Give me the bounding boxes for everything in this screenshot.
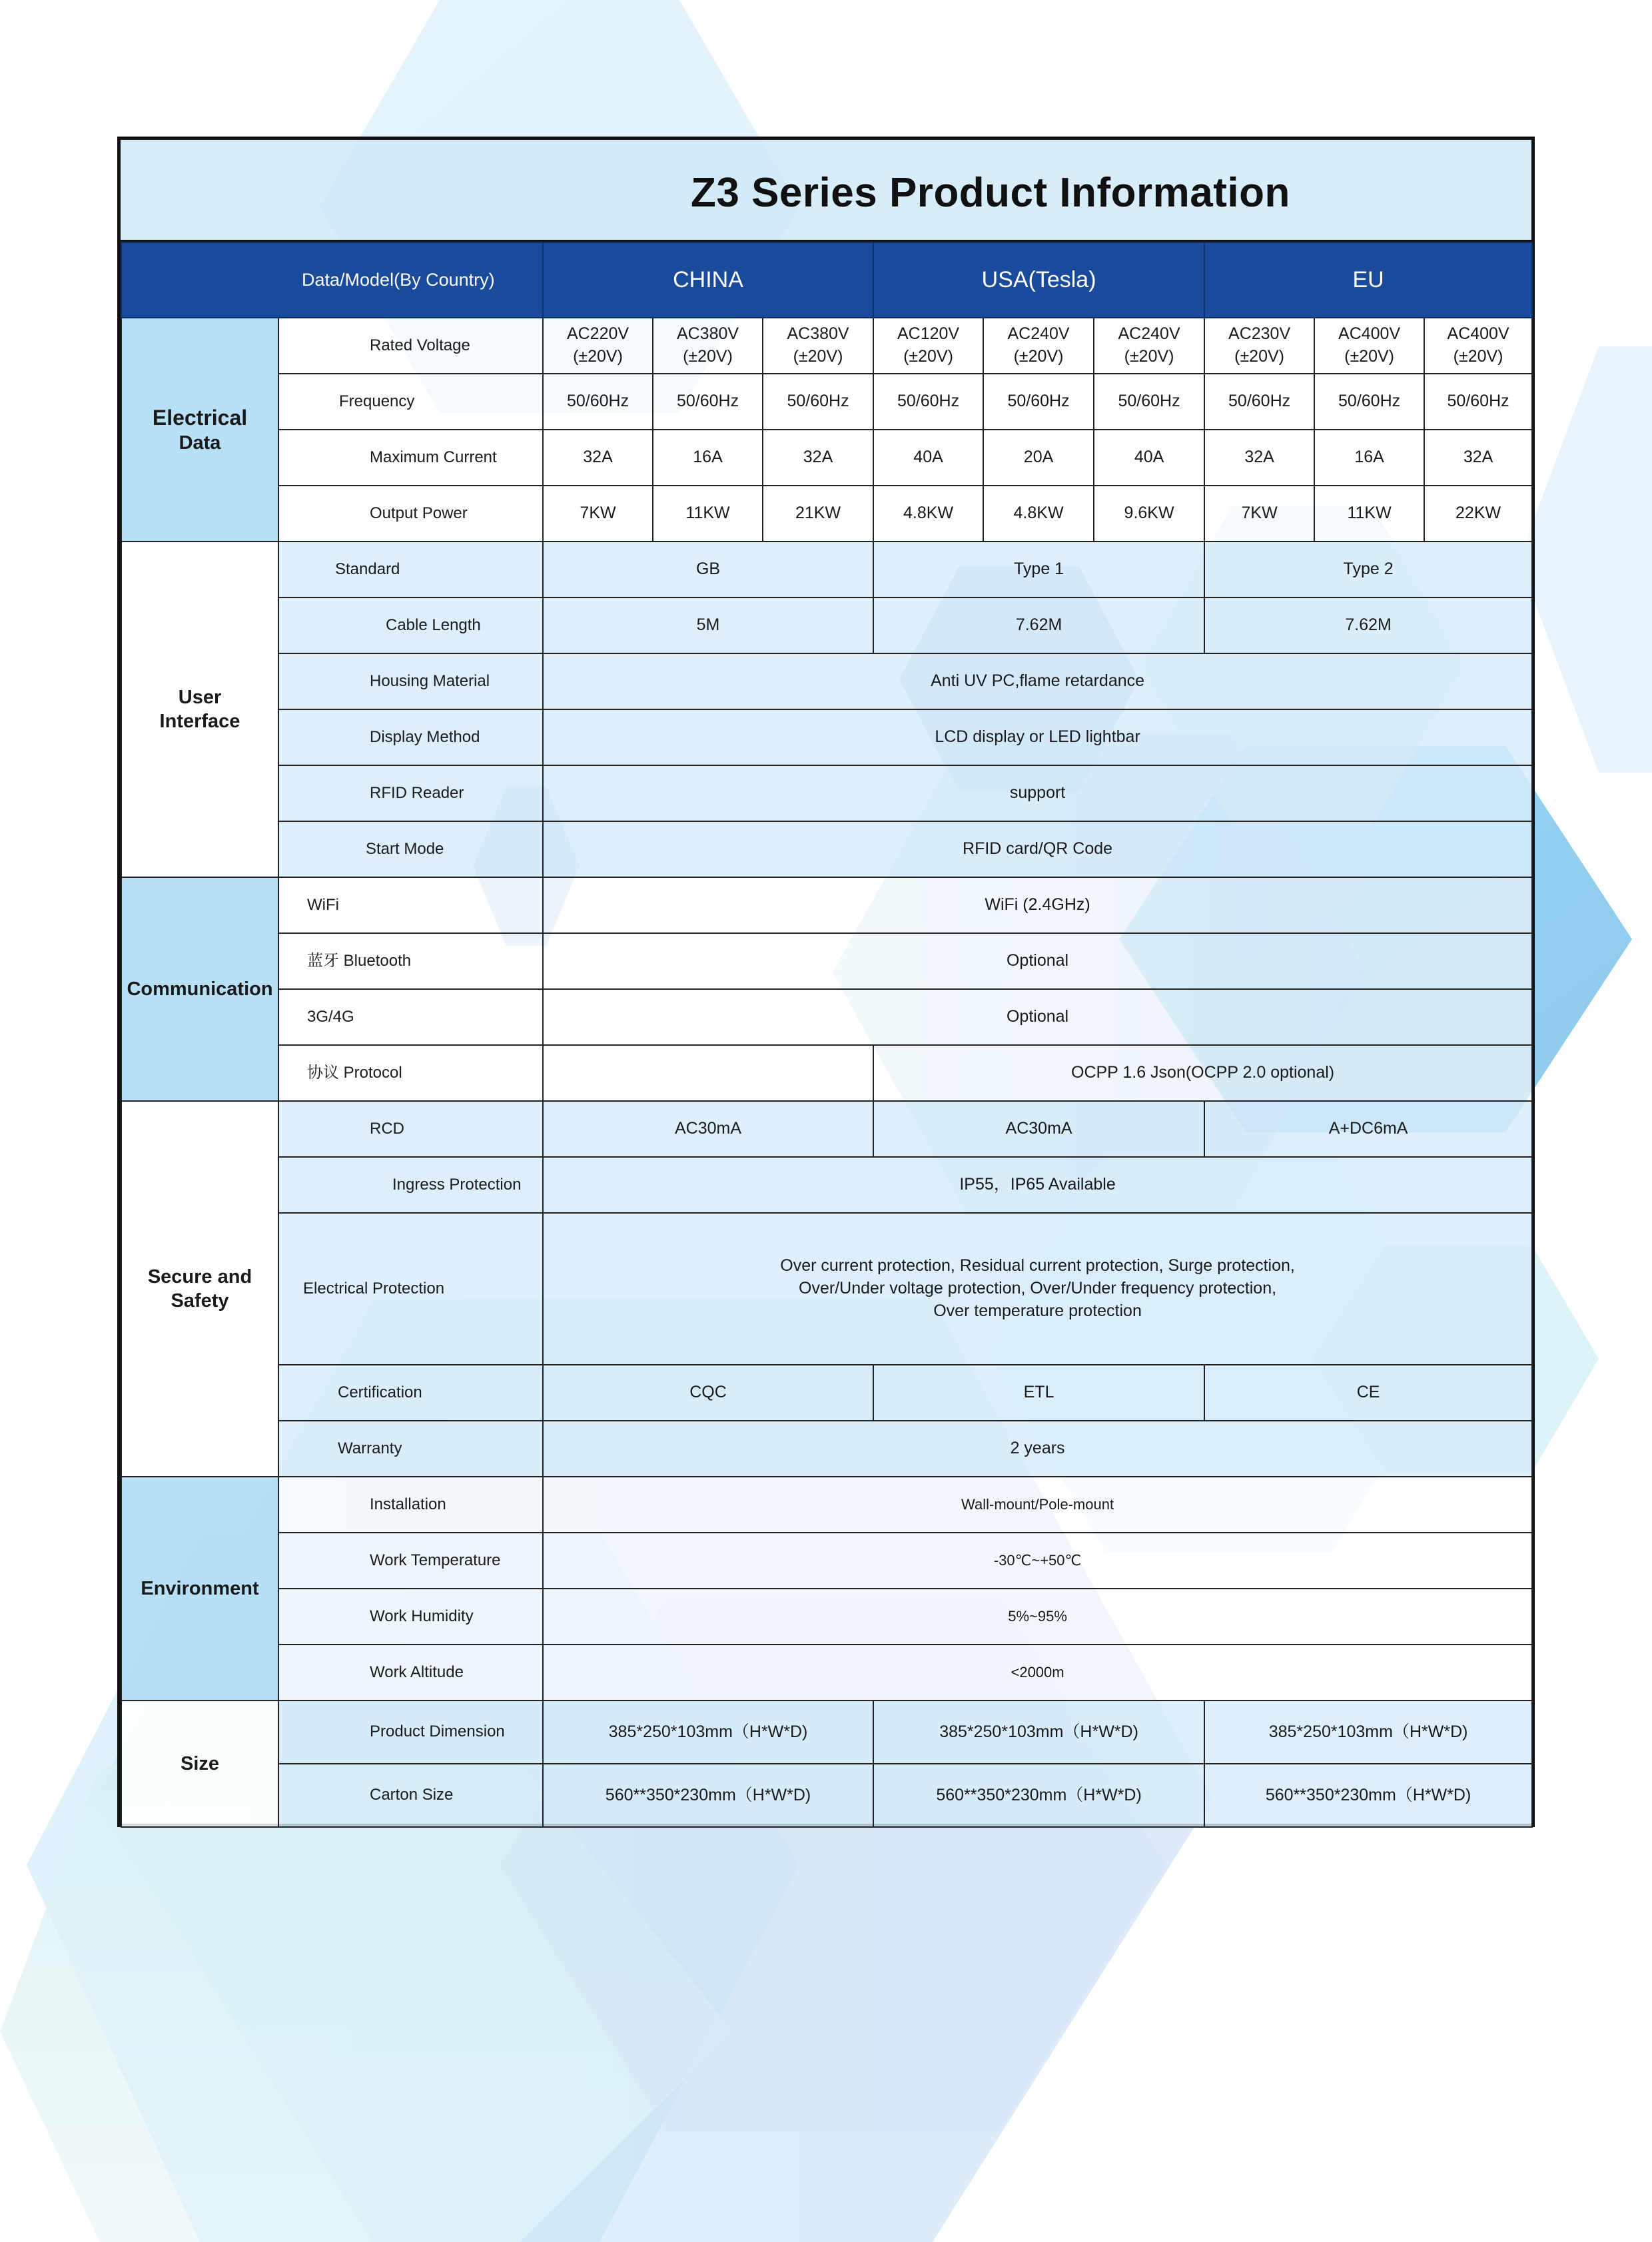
row-label: Product Dimension [278, 1700, 543, 1764]
table-row-protocol [121, 1045, 1532, 1101]
table-cell: CE [1204, 1365, 1532, 1421]
category-user-interface [121, 542, 278, 877]
table-cell: 50/60Hz [983, 374, 1094, 430]
table-cell: AC380V (±20V) [653, 318, 763, 374]
table-cell: ETL [873, 1365, 1204, 1421]
table-cell: OCPP 1.6 Json(OCPP 2.0 optional) [873, 1045, 1532, 1101]
table-cell: Type 1 [873, 542, 1204, 597]
table-row-work-altitude [121, 1645, 1532, 1700]
row-label: RFID Reader [278, 765, 543, 821]
table-cell: 50/60Hz [543, 374, 653, 430]
table-row-installation [121, 1477, 1532, 1533]
table-cell: 32A [1424, 430, 1532, 486]
table-cell: Optional [543, 933, 1532, 989]
header-region-eu: EU [1204, 242, 1532, 318]
table-cell: 32A [1204, 430, 1314, 486]
table-cell: 7.62M [1204, 597, 1532, 653]
table-row-start-mode [121, 821, 1532, 877]
row-label: Housing Material [278, 653, 543, 709]
table-row-3g4g [121, 989, 1532, 1045]
table-cell: 32A [543, 430, 653, 486]
table-cell: 560**350*230mm（H*W*D) [1204, 1764, 1532, 1827]
table-cell: AC30mA [873, 1101, 1204, 1157]
table-row-cable-length [121, 597, 1532, 653]
table-cell: 560**350*230mm（H*W*D) [543, 1764, 873, 1827]
table-cell: AC120V (±20V) [873, 318, 983, 374]
table-cell: AC240V (±20V) [983, 318, 1094, 374]
table-row-work-humidity [121, 1589, 1532, 1645]
table-cell: Type 2 [1204, 542, 1532, 597]
row-label: Electrical Protection [278, 1213, 543, 1365]
table-cell: 40A [1094, 430, 1204, 486]
table-cell: 7KW [543, 486, 653, 542]
table-cell: 16A [1314, 430, 1424, 486]
row-label: Certification [278, 1365, 543, 1421]
row-label: Standard [278, 542, 543, 597]
table-row-certification [121, 1365, 1532, 1421]
category-label: Data [179, 432, 221, 454]
table-cell: 50/60Hz [1314, 374, 1424, 430]
table-cell: AC220V (±20V) [543, 318, 653, 374]
table-cell: 20A [983, 430, 1094, 486]
table-cell: AC30mA [543, 1101, 873, 1157]
title-band [121, 140, 1531, 242]
row-label: Display Method [278, 709, 543, 765]
category-label: Electrical [152, 405, 248, 430]
table-row-output-power [121, 486, 1532, 542]
table-cell: 50/60Hz [873, 374, 983, 430]
header-region-china: CHINA [543, 242, 873, 318]
category-secure-safety [121, 1101, 278, 1477]
table-cell: CQC [543, 1365, 873, 1421]
row-label: Frequency [278, 374, 543, 430]
row-label: Cable Length [278, 597, 543, 653]
table-cell: 11KW [1314, 486, 1424, 542]
header-corner: Data/Model(By Country) [121, 242, 543, 318]
table-cell: Wall-mount/Pole-mount [543, 1477, 1532, 1533]
table-cell: 50/60Hz [653, 374, 763, 430]
table-row-rcd [121, 1101, 1532, 1157]
table-cell: 16A [653, 430, 763, 486]
table-cell: 50/60Hz [1424, 374, 1532, 430]
table-cell: 4.8KW [983, 486, 1094, 542]
table-cell: 22KW [1424, 486, 1532, 542]
row-label: Work Temperature [278, 1533, 543, 1589]
table-cell: AC230V (±20V) [1204, 318, 1314, 374]
table-cell: 5M [543, 597, 873, 653]
table-cell: 50/60Hz [1094, 374, 1204, 430]
row-label: Warranty [278, 1421, 543, 1477]
table-row-display-method [121, 709, 1532, 765]
row-label: Output Power [278, 486, 543, 542]
table-cell: Optional [543, 989, 1532, 1045]
table-cell: 385*250*103mm（H*W*D) [873, 1700, 1204, 1764]
table-row-ingress-protection [121, 1157, 1532, 1213]
table-cell: <2000m [543, 1645, 1532, 1700]
table-row-product-dimension [121, 1700, 1532, 1764]
table-cell: AC400V (±20V) [1424, 318, 1532, 374]
table-row-rfid-reader [121, 765, 1532, 821]
row-label: Rated Voltage [278, 318, 543, 374]
table-cell: 385*250*103mm（H*W*D) [543, 1700, 873, 1764]
table-row-maximum-current [121, 430, 1532, 486]
page-title: Z3 Series Product Information [691, 170, 1290, 216]
table-cell: AC400V (±20V) [1314, 318, 1424, 374]
row-label: Maximum Current [278, 430, 543, 486]
table-cell: IP55，IP65 Available [543, 1157, 1532, 1213]
category-electrical [121, 318, 278, 542]
category-communication: Communication [121, 877, 278, 1101]
table-cell: RFID card/QR Code [543, 821, 1532, 877]
table-row-warranty [121, 1421, 1532, 1477]
category-size: Size [121, 1700, 278, 1827]
table-cell: LCD display or LED lightbar [543, 709, 1532, 765]
table-cell: 11KW [653, 486, 763, 542]
table-row-housing-material [121, 653, 1532, 709]
table-cell: -30℃~+50℃ [543, 1533, 1532, 1589]
table-cell: Anti UV PC,flame retardance [543, 653, 1532, 709]
table-cell: 7.62M [873, 597, 1204, 653]
row-label: Start Mode [278, 821, 543, 877]
table-cell: 7KW [1204, 486, 1314, 542]
table-cell: 21KW [763, 486, 873, 542]
table-cell: 560**350*230mm（H*W*D) [873, 1764, 1204, 1827]
spec-table [121, 242, 1533, 1828]
table-row-wifi [121, 877, 1532, 933]
row-label: Work Altitude [278, 1645, 543, 1700]
row-label: Installation [278, 1477, 543, 1533]
table-cell: support [543, 765, 1532, 821]
row-label: Work Humidity [278, 1589, 543, 1645]
table-row-bluetooth [121, 933, 1532, 989]
table-row-electrical-protection [121, 1213, 1532, 1365]
table-cell [543, 1045, 873, 1101]
category-environment: Environment [121, 1477, 278, 1700]
row-label: Ingress Protection [278, 1157, 543, 1213]
table-cell: GB [543, 542, 873, 597]
table-row-rated-voltage [121, 318, 1532, 374]
category-label: Interface [159, 711, 240, 732]
table-row-work-temperature [121, 1533, 1532, 1589]
table-row-standard [121, 542, 1532, 597]
table-cell: 50/60Hz [763, 374, 873, 430]
table-cell: 5%~95% [543, 1589, 1532, 1645]
table-cell: 2 years [543, 1421, 1532, 1477]
row-label: 协议 Protocol [278, 1045, 543, 1101]
table-cell: AC240V (±20V) [1094, 318, 1204, 374]
table-cell: Over current protection, Residual current protection, Surge protection, Over/Under voltage protection, Over/Under frequency protection, Over temperature protection [543, 1213, 1532, 1365]
table-cell: 50/60Hz [1204, 374, 1314, 430]
category-label: User [178, 686, 222, 708]
table-cell: 32A [763, 430, 873, 486]
table-cell: 4.8KW [873, 486, 983, 542]
row-label: WiFi [278, 877, 543, 933]
table-cell: WiFi (2.4GHz) [543, 877, 1532, 933]
category-label: Secure and [147, 1266, 252, 1288]
product-info-sheet [117, 137, 1535, 1827]
table-cell: 385*250*103mm（H*W*D) [1204, 1700, 1532, 1764]
row-label: 3G/4G [278, 989, 543, 1045]
row-label: RCD [278, 1101, 543, 1157]
table-cell: AC380V (±20V) [763, 318, 873, 374]
category-label: Safety [171, 1290, 229, 1311]
table-row-frequency [121, 374, 1532, 430]
row-label: Carton Size [278, 1764, 543, 1827]
table-cell: 40A [873, 430, 983, 486]
table-cell: 9.6KW [1094, 486, 1204, 542]
header-region-usa: USA(Tesla) [873, 242, 1204, 318]
table-row-carton-size [121, 1764, 1532, 1827]
table-cell: A+DC6mA [1204, 1101, 1532, 1157]
header-row [121, 242, 1532, 318]
row-label: 蓝牙 Bluetooth [278, 933, 543, 989]
